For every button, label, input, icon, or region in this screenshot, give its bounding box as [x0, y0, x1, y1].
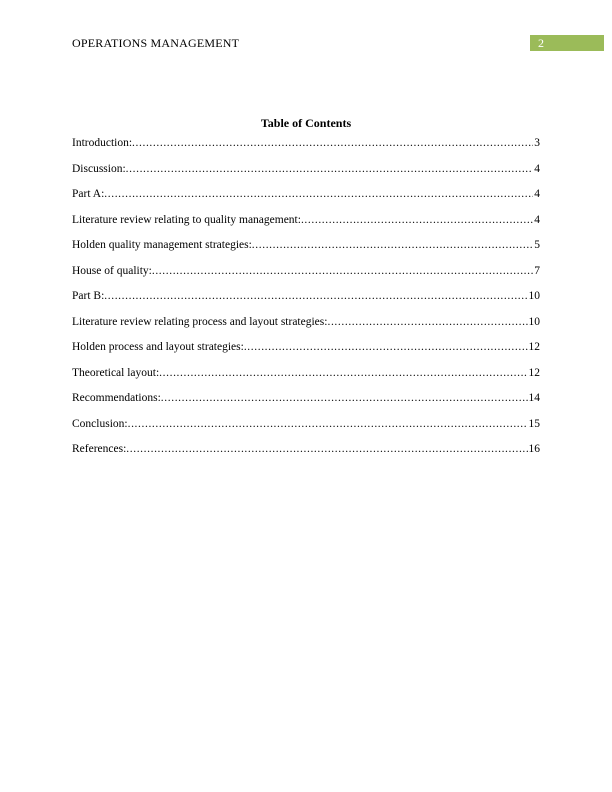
toc-entry-page: 3 — [534, 137, 540, 149]
running-header-title: OPERATIONS MANAGEMENT — [72, 36, 240, 50]
toc-title: Table of Contents — [260, 116, 352, 130]
toc-leader-dots — [104, 188, 533, 200]
toc-entry-label: Discussion: — [72, 162, 126, 175]
toc-entry[interactable] — [72, 443, 540, 469]
toc-entry-page: 7 — [534, 264, 540, 277]
toc-leader-dots — [327, 316, 527, 328]
toc-leader-dots — [301, 214, 533, 226]
toc-leader-dots — [152, 265, 533, 277]
toc-leader-dots — [244, 341, 528, 353]
toc-leader-dots — [126, 443, 527, 455]
toc-leader-dots — [159, 367, 527, 379]
toc-entry[interactable] — [72, 367, 540, 393]
toc-entry[interactable] — [72, 163, 540, 189]
toc-entry[interactable] — [72, 392, 540, 418]
toc-entry-label: House of quality: — [72, 264, 152, 277]
toc-entry-label: Literature review relating to quality management: — [72, 213, 301, 226]
toc-leader-dots — [104, 290, 527, 302]
toc-entry-page: 5 — [534, 239, 540, 251]
toc-leader-dots — [128, 418, 528, 430]
toc-entry-page: 4 — [534, 188, 540, 200]
toc-entry-label: Holden quality management strategies: — [72, 239, 252, 251]
toc-entry-label: Part A: — [72, 188, 105, 200]
toc-entry-page: 12 — [528, 366, 540, 379]
toc-entry[interactable] — [72, 265, 540, 291]
toc-entry[interactable] — [72, 290, 540, 316]
toc-entry[interactable] — [72, 316, 540, 342]
toc-entry-label: References: — [72, 443, 127, 455]
toc-entry-label: Theoretical layout: — [72, 366, 160, 379]
toc-entry[interactable] — [72, 418, 540, 444]
toc-entry[interactable] — [72, 239, 540, 265]
toc-entry-label: Recommendations: — [72, 392, 161, 404]
toc-entry[interactable] — [72, 137, 540, 163]
toc-entry-page: 10 — [528, 315, 540, 328]
toc-entry-label: Part B: — [72, 290, 105, 302]
toc-entry[interactable] — [72, 341, 540, 367]
toc-entry-page: 10 — [528, 290, 540, 302]
toc-entry-label: Conclusion: — [72, 417, 128, 430]
toc-entry-label: Introduction: — [72, 137, 133, 149]
toc-entry-page: 12 — [528, 341, 540, 353]
toc-entry-label: Literature review relating process and layout strategies: — [72, 315, 328, 328]
toc-entry-page: 16 — [528, 443, 540, 455]
toc-entry[interactable] — [72, 188, 540, 214]
toc-entry-page: 4 — [534, 162, 540, 175]
toc-leader-dots — [126, 163, 534, 175]
toc-leader-dots — [252, 239, 533, 251]
toc-leader-dots — [161, 392, 528, 404]
toc-entry[interactable] — [72, 214, 540, 240]
toc-entry-page: 14 — [528, 392, 540, 404]
toc-leader-dots — [132, 137, 533, 149]
toc-entry-label: Holden process and layout strategies: — [72, 341, 244, 353]
toc-entry-page: 15 — [528, 417, 540, 430]
table-of-contents — [72, 137, 540, 469]
page-number-badge: 2 — [530, 35, 604, 51]
toc-entry-page: 4 — [534, 213, 540, 226]
